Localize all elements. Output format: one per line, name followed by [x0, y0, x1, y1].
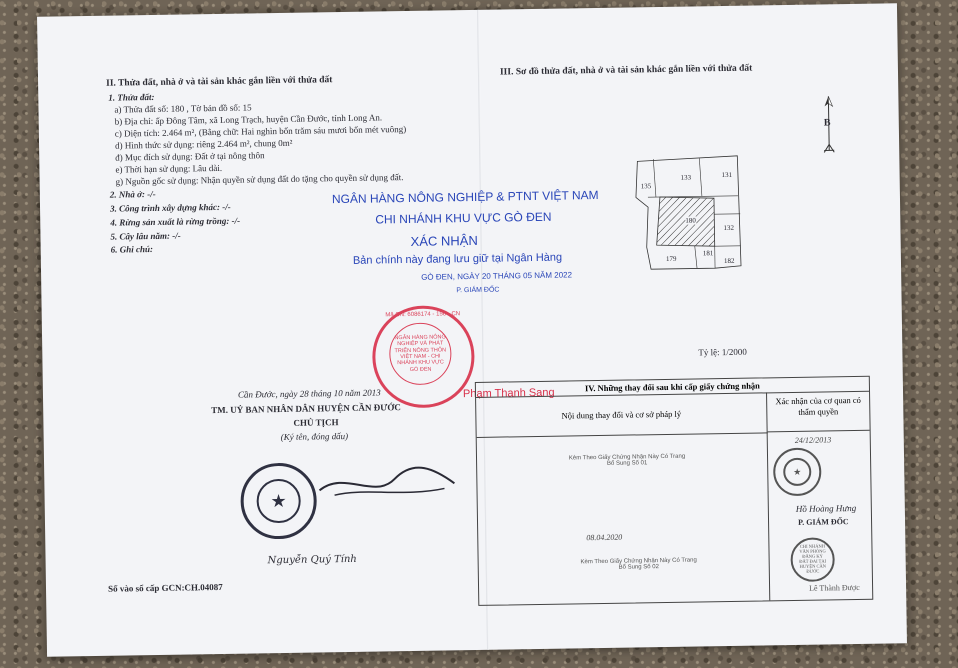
changes-col-confirm: Xác nhận của cơ quan có thẩm quyền: [767, 391, 870, 433]
other-construction-item: 3. Công trình xây dựng khác: -/-: [109, 201, 231, 214]
change-entry-1: Kèm Theo Giấy Chứng Nhận Này Có Trang Bổ Sung Số 01: [568, 453, 686, 467]
registry-signer-position: P. GIÁM ĐỐC: [797, 517, 849, 527]
issuing-authority: TM. UỶ BAN NHÂN DÂN HUYỆN CẦN ĐƯỚC: [211, 402, 401, 416]
land-item: a) Thửa đất số: 180 , Tờ bản đồ số: 15: [114, 102, 252, 115]
land-item: d) Hình thức sử dụng: riêng 2.464 m², chung 0m²: [114, 137, 293, 151]
sign-note: (Ký tên, đóng dấu): [280, 430, 349, 443]
note-item: 6. Ghi chú:: [110, 244, 154, 255]
bank-red-seal: [372, 305, 476, 409]
parcel-180: 180: [685, 216, 696, 225]
bank-branch: CHI NHÁNH KHU VỰC GÒ ĐEN: [375, 209, 552, 227]
parcel-133: 133: [680, 173, 692, 182]
seal-center-text: NGÂN HÀNG NÔNG NGHIỆP VÀ PHÁT TRIỂN NÔNG THÔN VIỆT NAM - CHI NHÁNH KHU VỰC GÒ ĐEN: [389, 322, 452, 385]
land-item: b) Địa chỉ: ấp Đông Tâm, xã Long Trạch, huyện Cần Đước, tỉnh Long An.: [114, 112, 383, 127]
stamp-position: P. GIÁM ĐỐC: [456, 286, 500, 295]
section-ii-title: II. Thửa đất, nhà ở và tài sản khác gắn liền với thửa đất: [106, 75, 333, 89]
signer-name: Nguyễn Quý Tính: [267, 553, 357, 567]
district-seal: [240, 462, 317, 539]
confirm-label: XÁC NHẬN: [410, 232, 478, 249]
changes-table: [475, 376, 873, 606]
parcel-131: 131: [721, 170, 733, 180]
forest-item: 4. Rừng sản xuất là rừng trồng: -/-: [110, 215, 241, 228]
section-iii-title: III. Sơ đồ thửa đất, nhà ở và tài sản khác gắn liền với thửa đất: [499, 63, 753, 78]
confirm-note: Bản chính này đang lưu giữ tại Ngân Hàng: [352, 251, 563, 267]
registry-signer: Hồ Hoàng Hưng: [795, 502, 857, 514]
seal-star-icon: ★: [783, 458, 811, 486]
house-item: 2. Nhà ở: -/-: [109, 188, 156, 200]
registry-signer-2: Lê Thành Được: [809, 582, 860, 593]
land-heading: 1. Thửa đất:: [108, 91, 155, 103]
land-item: e) Thời hạn sử dụng: Lâu dài.: [115, 162, 223, 175]
chairman-signature: [314, 458, 465, 510]
map-scale: Tỷ lệ: 1/2000: [698, 346, 747, 358]
changes-col-content: Nội dung thay đổi và cơ sở pháp lý: [476, 392, 768, 438]
changes-table-title: IV. Những thay đổi sau khi cấp giấy chứng nhận: [476, 377, 869, 398]
change-entry-2-date: 08.04.2020: [586, 532, 623, 543]
registry-seal-2: CHI NHÁNH VĂN PHÒNG ĐĂNG KÝ ĐẤT ĐAI TẠI HUYỆN CẦN ĐƯỚC: [790, 537, 835, 582]
parcel-132: 132: [723, 223, 734, 233]
parcel-179: 179: [665, 254, 677, 263]
bank-name: NGÂN HÀNG NÔNG NGHIỆP & PTNT VIỆT NAM: [331, 187, 599, 207]
parcel-181: 181: [702, 249, 714, 258]
land-item: c) Diện tích: 2.464 m², (Bằng chữ: Hai nghìn bốn trăm sáu mươi bốn mét vuông): [114, 124, 407, 139]
certificate-paper: [37, 3, 907, 656]
land-item: g) Nguồn gốc sử dụng: Nhận quyền sử dụng đất do tặng cho quyền sử dụng đất.: [115, 172, 404, 187]
north-label: B: [823, 117, 831, 129]
parcel-182: 182: [723, 256, 735, 266]
issue-date: Cần Đước, ngày 28 tháng 10 năm 2013: [237, 387, 381, 400]
perennial-item: 5. Cây lâu năm: -/-: [110, 230, 181, 242]
certificate-number: Số vào sổ cấp GCN:CH.04087: [107, 581, 223, 594]
column-divider: [767, 432, 771, 600]
land-item: đ) Mục đích sử dụng: Đất ở tại nông thôn: [115, 150, 265, 163]
seal-ring-text: Mã CN: 6086174 - 156 - CN: [385, 311, 461, 319]
chairman-title: CHỦ TỊCH: [293, 417, 339, 428]
change-entry-1-date: 24/12/2013: [794, 435, 832, 445]
stamp-date: GÒ ĐEN, NGÀY 20 THÁNG 05 NĂM 2022: [421, 270, 573, 282]
change-entry-2: Kèm Theo Giấy Chứng Nhận Này Có Trang Bổ Sung Số 02: [580, 557, 697, 571]
emblem-icon: ★: [256, 479, 301, 524]
registry-seal-1: [773, 448, 822, 497]
red-signer: Phạm Thanh Sang: [462, 386, 555, 401]
parcel-135: 135: [640, 182, 652, 191]
